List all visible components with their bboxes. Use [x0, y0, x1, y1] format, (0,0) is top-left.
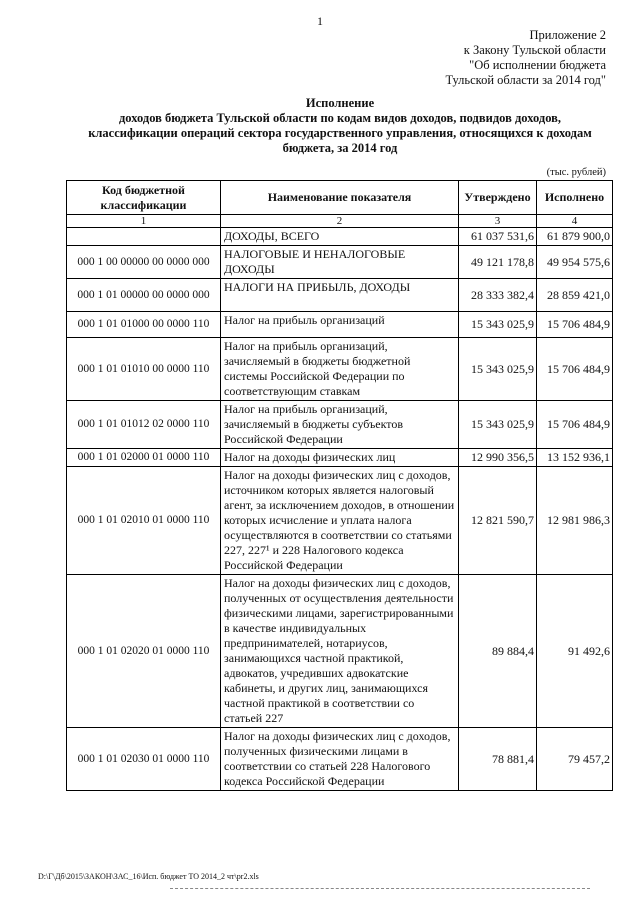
file-path-footer: D:\Г\Дб\2015\ЗАКОН\ЗАС_16\Исп. бюджет ТО 2014_2 чт\pr2.xls — [38, 872, 259, 881]
table-row — [67, 449, 613, 467]
row-name: НАЛОГОВЫЕ И НЕНАЛОГОВЫЕ ДОХОДЫ — [221, 246, 459, 279]
table-row — [67, 279, 613, 312]
row-code: 000 1 00 00000 00 0000 000 — [67, 246, 221, 279]
header-approved: Утверждено — [459, 181, 537, 215]
row-approved: 78 881,4 — [459, 728, 537, 791]
row-code: 000 1 01 01010 00 0000 110 — [67, 338, 221, 401]
row-approved: 15 343 025,9 — [459, 312, 537, 338]
row-executed: 79 457,2 — [537, 728, 613, 791]
table-row — [67, 338, 613, 401]
table-row — [67, 401, 613, 449]
row-code — [67, 228, 221, 246]
table-row — [67, 246, 613, 279]
header-executed: Исполнено — [537, 181, 613, 215]
row-name: ДОХОДЫ, ВСЕГО — [221, 228, 459, 246]
row-name: Налог на прибыль организаций, зачисляемый в бюджеты бюджетной системы Российской Федерации по соответствующим ставкам — [221, 338, 459, 401]
page-number: 1 — [317, 14, 323, 28]
appendix-line-4: Тульской области за 2014 год" — [445, 73, 606, 87]
row-code: 000 1 01 01000 00 0000 110 — [67, 312, 221, 338]
table-row — [67, 312, 613, 338]
row-code: 000 1 01 02030 01 0000 110 — [67, 728, 221, 791]
table-row — [67, 228, 613, 246]
row-approved: 49 121 178,8 — [459, 246, 537, 279]
table-row — [67, 575, 613, 728]
title-line-1: Исполнение — [305, 96, 375, 110]
row-name: Налог на доходы физических лиц с доходов, источником которых является налоговый агент, за исключением доходов, в отношении которых исчисление и уплата налога осуществляются в соответствии со статьями 227, 227¹ и 228 Налогового кодекса Российской Федерации — [221, 467, 459, 575]
row-approved: 89 884,4 — [459, 575, 537, 728]
row-code: 000 1 01 01012 02 0000 110 — [67, 401, 221, 449]
row-executed: 12 981 986,3 — [537, 467, 613, 575]
row-approved: 15 343 025,9 — [459, 401, 537, 449]
row-approved: 61 037 531,6 — [459, 228, 537, 246]
row-executed: 13 152 936,1 — [537, 449, 613, 467]
row-approved: 12 990 356,5 — [459, 449, 537, 467]
row-code: 000 1 01 02010 01 0000 110 — [67, 467, 221, 575]
row-executed: 15 706 484,9 — [537, 312, 613, 338]
column-number: 4 — [537, 215, 613, 228]
row-code: 000 1 01 02020 01 0000 110 — [67, 575, 221, 728]
row-name: Налог на прибыль организаций — [221, 312, 459, 338]
title-line-4: бюджета, за 2014 год — [282, 141, 398, 155]
appendix-line-2: к Закону Тульской области — [463, 43, 606, 57]
column-number: 1 — [67, 215, 221, 228]
row-executed: 91 492,6 — [537, 575, 613, 728]
scan-artifact-line — [170, 888, 590, 889]
row-executed: 28 859 421,0 — [537, 279, 613, 312]
row-executed: 15 706 484,9 — [537, 338, 613, 401]
row-name: Налог на прибыль организаций, зачисляемый в бюджеты субъектов Российской Федерации — [221, 401, 459, 449]
appendix-note — [445, 28, 606, 88]
row-name: Налог на доходы физических лиц с доходов, полученных от осуществления деятельности физическими лицами, зарегистрированными в качестве индивидуальных предпринимателей, нотариусов, занимающихся частной практикой, адвокатов, учредивших адвокатские кабинеты, и других лиц, занимающихся частной практикой в соответствии со статьей 227 — [221, 575, 459, 728]
title-line-3: классификации операций сектора государственного управления, относящихся к доходам — [88, 126, 592, 140]
table-row — [67, 467, 613, 575]
row-name: Налог на доходы физических лиц — [221, 449, 459, 467]
row-executed: 49 954 575,6 — [537, 246, 613, 279]
column-number: 3 — [459, 215, 537, 228]
row-approved: 12 821 590,7 — [459, 467, 537, 575]
header-code: Код бюджетной классификации — [67, 181, 221, 215]
appendix-line-1: Приложение 2 — [529, 28, 606, 42]
appendix-line-3: "Об исполнении бюджета — [469, 58, 606, 72]
row-name: Налог на доходы физических лиц с доходов, полученных физическими лицами в соответствии со статьей 228 Налогового кодекса Российской Федерации — [221, 728, 459, 791]
revenue-table — [66, 180, 613, 791]
row-code: 000 1 01 00000 00 0000 000 — [67, 279, 221, 312]
units-label: (тыс. рублей) — [546, 167, 606, 178]
row-code: 000 1 01 02000 01 0000 110 — [67, 449, 221, 467]
table-row — [67, 728, 613, 791]
row-name: НАЛОГИ НА ПРИБЫЛЬ, ДОХОДЫ — [221, 279, 459, 312]
row-approved: 15 343 025,9 — [459, 338, 537, 401]
header-name: Наименование показателя — [221, 181, 459, 215]
document-title — [50, 96, 630, 156]
title-line-2: доходов бюджета Тульской области по кодам видов доходов, подвидов доходов, — [118, 111, 562, 125]
row-executed: 61 879 900,0 — [537, 228, 613, 246]
column-number: 2 — [221, 215, 459, 228]
row-approved: 28 333 382,4 — [459, 279, 537, 312]
row-executed: 15 706 484,9 — [537, 401, 613, 449]
